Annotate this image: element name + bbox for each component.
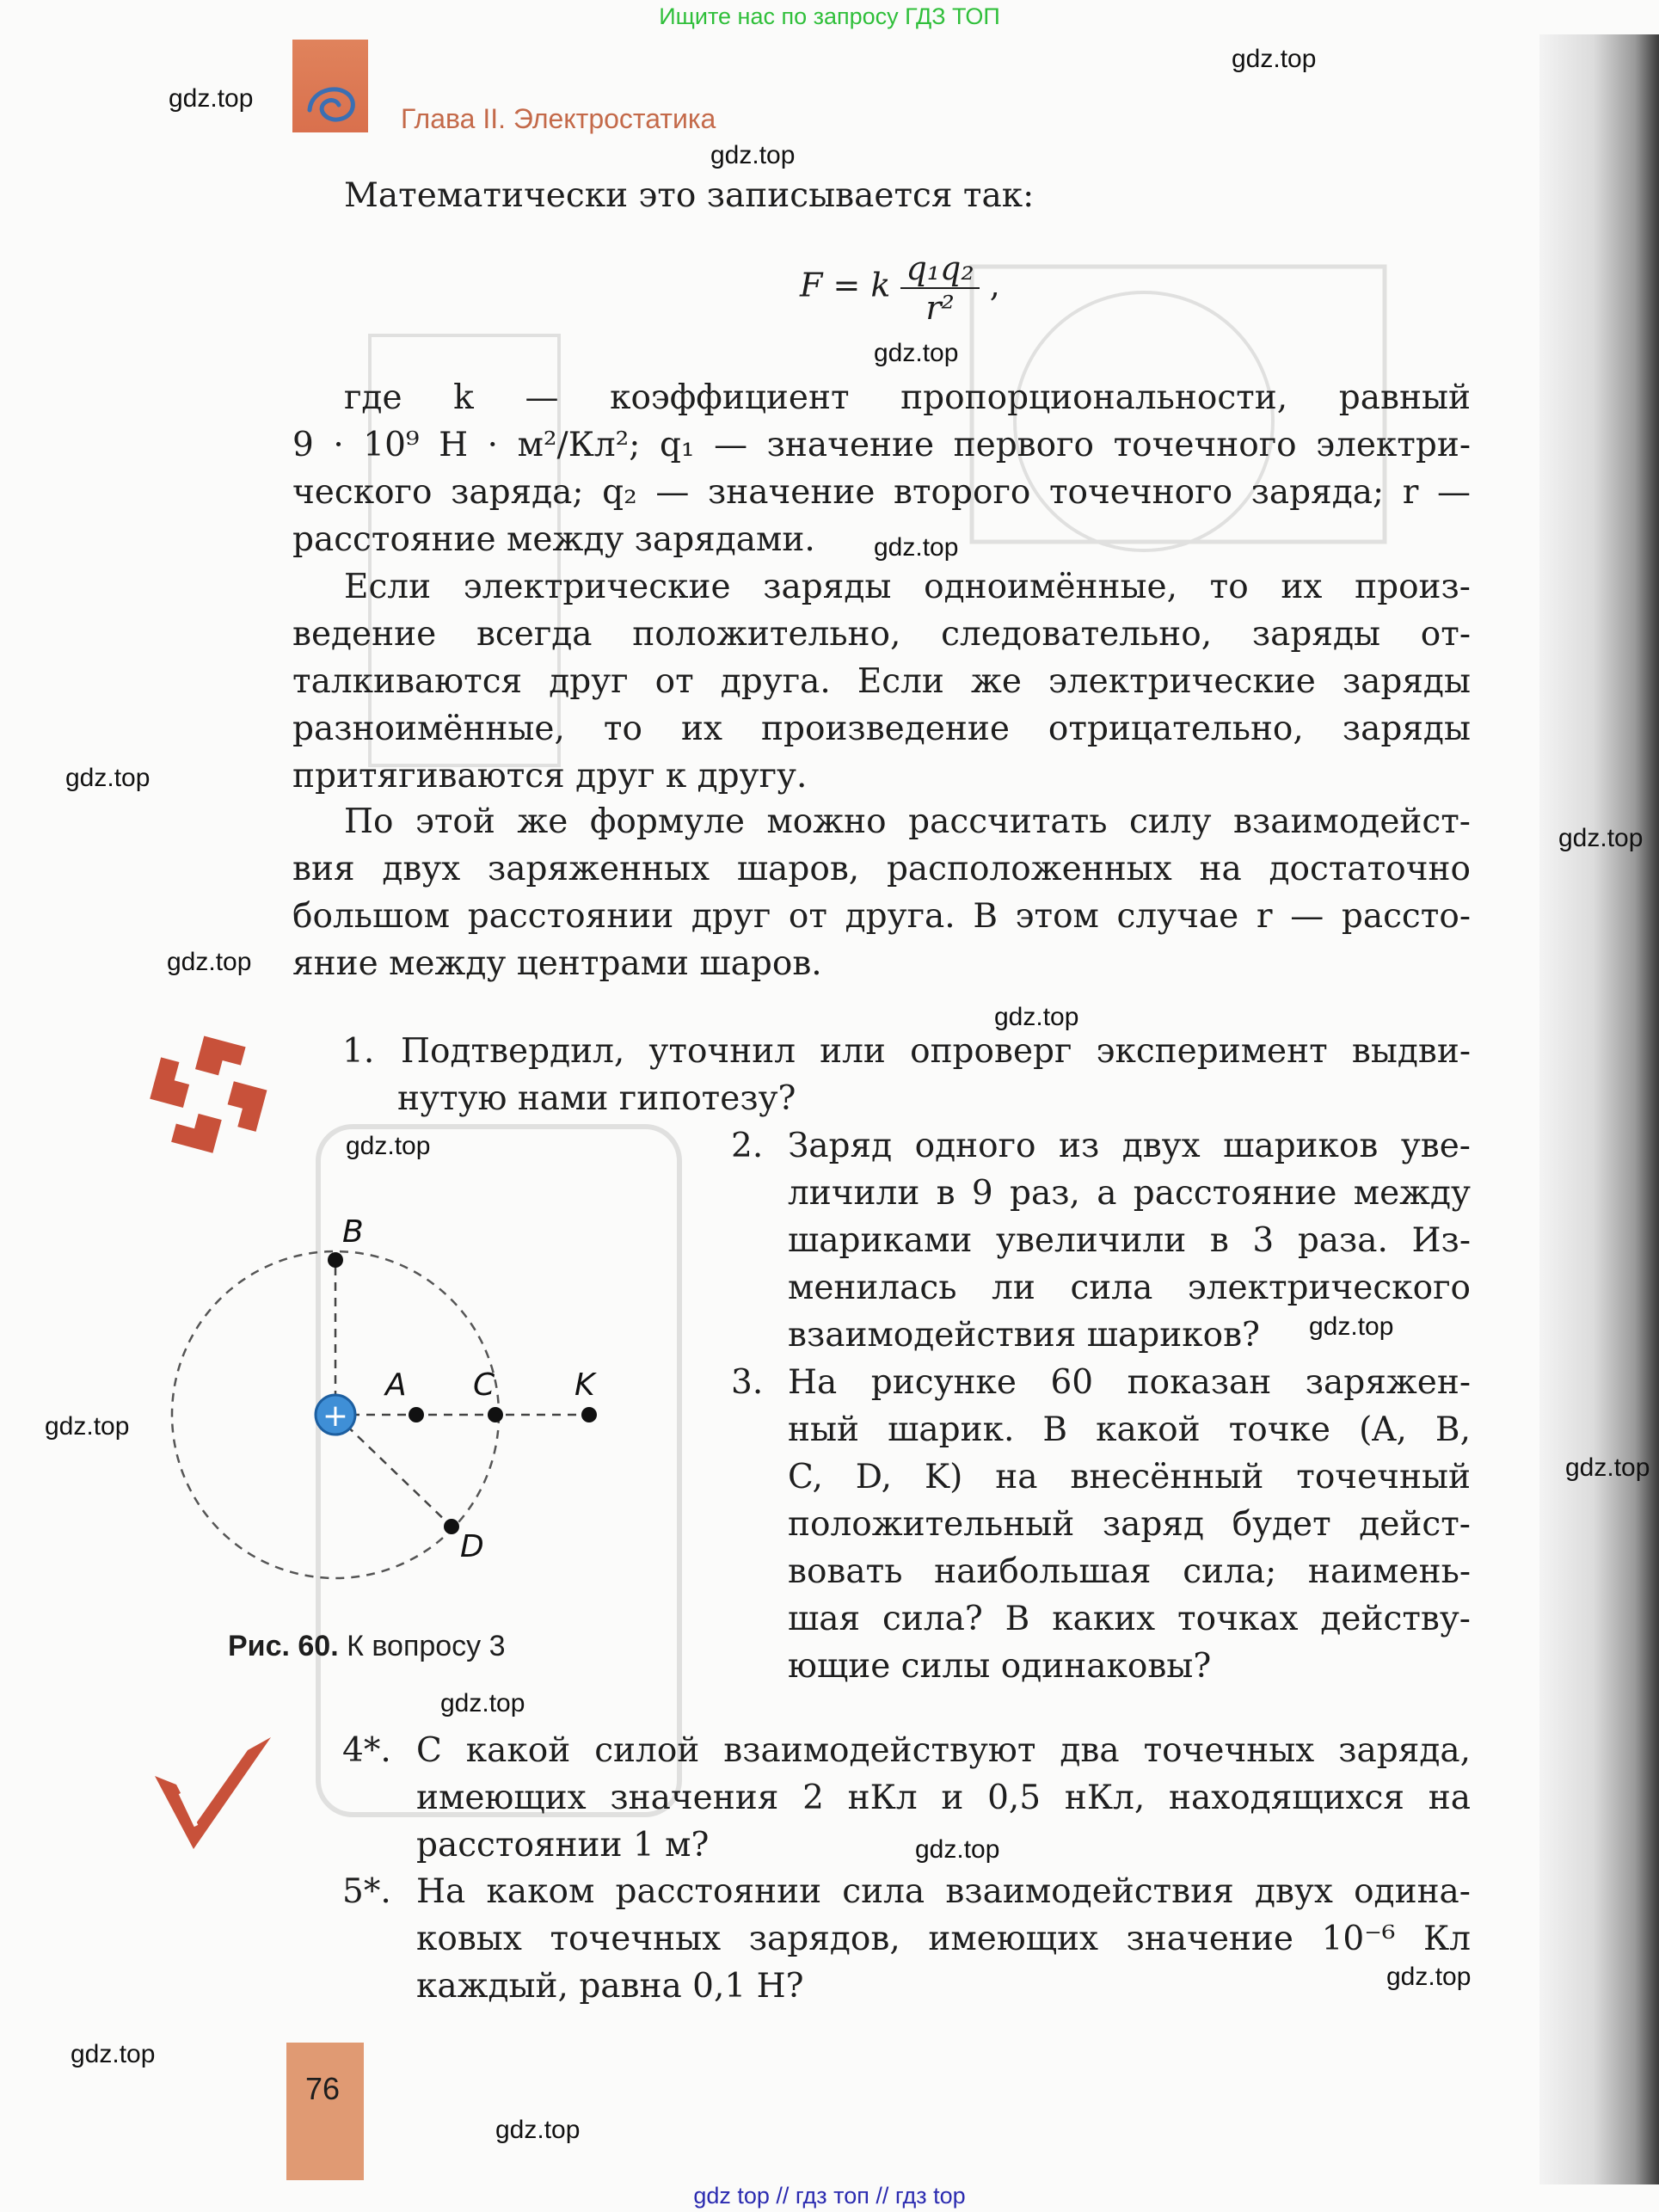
watermark: gdz.top — [1386, 1963, 1472, 1991]
watermark: gdz.top — [71, 2040, 156, 2068]
checkmark-icon — [146, 1733, 275, 1853]
text-line: C, D, K) на внесённый точечный — [788, 1458, 1471, 1496]
text-line: большом расстоянии друг от друга. В этом случае r — рассто- — [292, 897, 1471, 936]
paragraph-spheres — [292, 798, 1471, 987]
question-5 — [342, 1868, 1471, 2010]
text-line: имеющих значения 2 нКл и 0,5 нКл, находящихся на — [416, 1779, 1471, 1817]
question-number: 4*. — [342, 1731, 391, 1770]
watermark: gdz.top — [1558, 824, 1644, 852]
watermark: gdz.top — [874, 533, 959, 562]
watermark: gdz.top — [346, 1132, 431, 1160]
watermark: gdz.top — [874, 339, 959, 367]
line-to-d — [335, 1415, 452, 1527]
formula-tail: , — [989, 266, 1000, 304]
question-3 — [731, 1359, 1471, 1690]
point-k — [581, 1407, 597, 1422]
watermark: gdz.top — [440, 1689, 525, 1717]
point-b — [328, 1252, 343, 1268]
watermark: gdz.top — [915, 1835, 1000, 1864]
text-line: расстоянии 1 м? — [416, 1826, 710, 1865]
watermark: gdz.top — [994, 1003, 1079, 1031]
caption-text: К вопросу 3 — [338, 1630, 506, 1662]
text-line: положительный заряд будет дейст- — [788, 1505, 1471, 1544]
text-line: вия двух заряженных шаров, расположенных на достаточно — [292, 850, 1471, 888]
label-c: C — [473, 1367, 495, 1403]
label-k: K — [575, 1367, 595, 1403]
top-banner[interactable]: Ищите нас по запросу ГДЗ ТОП — [659, 3, 1000, 29]
plus-sign: + — [322, 1398, 349, 1434]
intro-text: Математически это записывается так: — [344, 176, 1035, 215]
questions-icon — [146, 1032, 271, 1157]
question-number: 2. — [731, 1127, 764, 1165]
point-a — [409, 1407, 424, 1422]
question-4 — [342, 1727, 1471, 1869]
question-number: 1. — [342, 1032, 375, 1071]
label-d: D — [460, 1529, 484, 1564]
text-line: нутую нами гипотезу? — [397, 1079, 796, 1118]
swirl-icon — [303, 76, 363, 132]
page-number-tab — [286, 2043, 364, 2180]
text-line: Подтвердил, уточнил или опроверг эксперимент выдви- — [401, 1032, 1471, 1071]
watermark: gdz.top — [495, 2116, 581, 2144]
figure-caption — [228, 1630, 506, 1663]
text-line: талкиваются друг от друга. Если же электрические заряды — [292, 662, 1471, 701]
label-b: B — [342, 1214, 364, 1250]
watermark: gdz.top — [1232, 45, 1317, 73]
chapter-title: Глава II. Электростатика — [401, 103, 716, 134]
point-d — [444, 1519, 459, 1534]
text-line: 9 · 10⁹ Н · м²/Кл²; q₁ — значение первого точечного электри- — [292, 426, 1471, 464]
text-line: шая сила? В каких точках действу- — [788, 1600, 1471, 1638]
watermark: gdz.top — [1565, 1453, 1650, 1482]
watermark: gdz.top — [167, 948, 252, 976]
text-line: ный шарик. В какой точке (A, B, — [788, 1410, 1471, 1449]
page-edge-shadow — [1539, 34, 1659, 2184]
watermark: gdz.top — [1309, 1312, 1394, 1341]
text-line: ведение всегда положительно, следовательно, заряды от- — [292, 615, 1471, 654]
watermark: gdz.top — [710, 141, 796, 169]
text-line: каждый, равна 0,1 Н? — [416, 1967, 804, 2006]
text-line: На рисунке 60 показан заряжен- — [788, 1363, 1471, 1402]
text-line: где k — коэффициент пропорциональности, равный — [344, 378, 1471, 417]
caption-label: Рис. 60. — [228, 1630, 339, 1662]
text-line: взаимодействия шариков? — [788, 1316, 1260, 1355]
text-line: Заряд одного из двух шариков уве- — [788, 1127, 1471, 1165]
page-number: 76 — [305, 2071, 341, 2106]
paragraph-like-charges — [292, 563, 1471, 800]
figure-60-diagram — [163, 1204, 671, 1608]
text-line: разноимённые, то их произведение отрицательно, заряды — [292, 710, 1471, 748]
watermark: gdz.top — [169, 84, 254, 113]
text-line: ковых точечных зарядов, имеющих значение 10⁻⁶ Кл — [416, 1920, 1471, 1958]
text-line: притягиваются друг к другу. — [292, 757, 808, 796]
question-1 — [342, 1028, 1471, 1122]
formula-denominator: r² — [925, 289, 955, 327]
text-line: личили в 9 раз, а расстояние между — [788, 1174, 1471, 1213]
text-line: яние между центрами шаров. — [292, 944, 822, 983]
question-number: 5*. — [342, 1872, 391, 1911]
text-line: ческого заряда; q₂ — значение второго точечного заряда; r — — [292, 473, 1471, 512]
question-number: 3. — [731, 1363, 764, 1402]
text-line: шариками увеличили в 3 раза. Из- — [788, 1221, 1471, 1260]
label-a: A — [385, 1367, 407, 1403]
text-line: С какой силой взаимодействуют два точечных заряда, — [416, 1731, 1471, 1770]
text-line: На каком расстоянии сила взаимодействия двух одина- — [416, 1872, 1471, 1911]
point-c — [488, 1407, 503, 1422]
text-line: По этой же формуле можно рассчитать силу взаимодейст- — [344, 802, 1471, 841]
formula-lhs: F = k — [800, 266, 891, 304]
text-line: менилась ли сила электрического — [788, 1269, 1471, 1307]
coulomb-formula — [800, 249, 1000, 327]
text-line: расстояние между зарядами. — [292, 520, 815, 559]
formula-numerator: q₁q₂ — [900, 249, 979, 289]
text-line: Если электрические заряды одноимённые, то их произ- — [344, 568, 1471, 606]
watermark: gdz.top — [65, 764, 151, 792]
text-line: вовать наибольшая сила; наимень- — [788, 1552, 1471, 1591]
bottom-banner[interactable]: gdz top // гдз топ // гдз top — [693, 2183, 966, 2209]
text-line: ющие силы одинаковы? — [788, 1647, 1212, 1686]
watermark: gdz.top — [45, 1412, 130, 1441]
